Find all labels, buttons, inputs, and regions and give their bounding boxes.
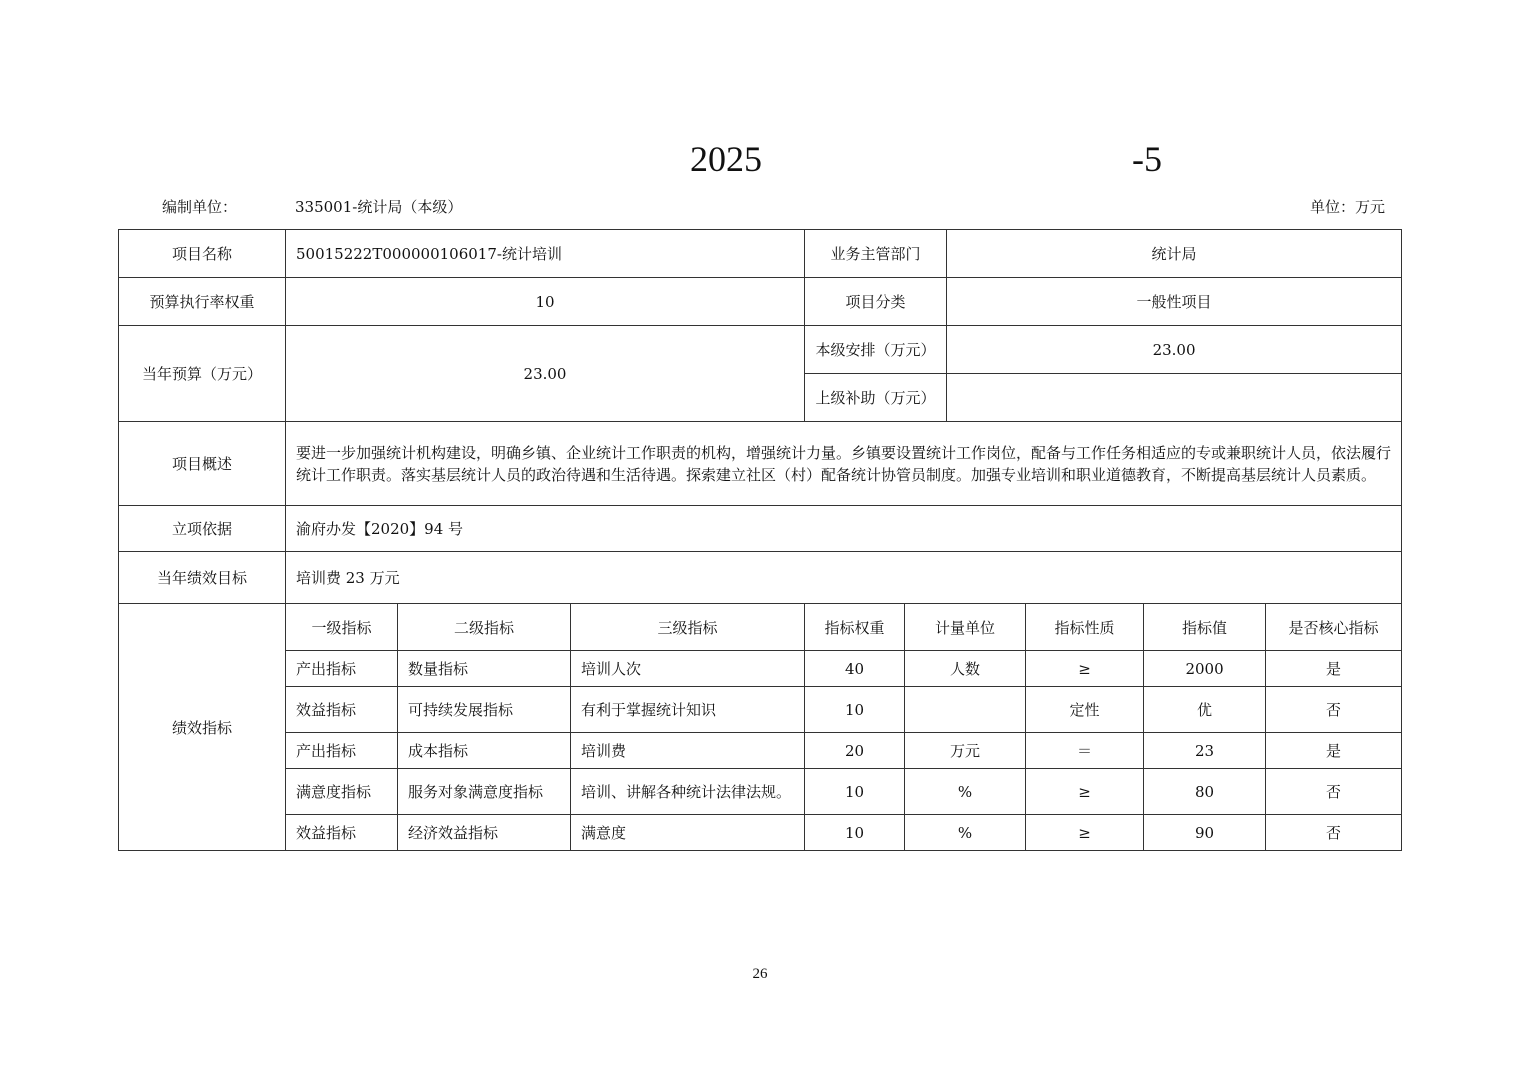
row-budget xyxy=(119,326,1402,374)
indicator-cell: 满意度 xyxy=(571,815,805,851)
indicator-cell: % xyxy=(905,769,1026,815)
indicator-header: 指标权重 xyxy=(805,604,905,651)
indicator-cell: 10 xyxy=(805,687,905,733)
row-basis xyxy=(119,506,1402,552)
indicator-cell: 培训人次 xyxy=(571,651,805,687)
indicator-header-row xyxy=(119,604,1402,651)
indicator-header: 二级指标 xyxy=(398,604,571,651)
budget-value: 23.00 xyxy=(286,326,805,422)
weight-value: 10 xyxy=(286,278,805,326)
currency-unit: 单位：万元 xyxy=(1310,198,1386,216)
weight-label: 预算执行率权重 xyxy=(119,278,286,326)
indicator-cell: 产出指标 xyxy=(286,733,398,769)
row-goal xyxy=(119,552,1402,604)
indicator-cell: 服务对象满意度指标 xyxy=(398,769,571,815)
indicator-row xyxy=(119,687,1402,733)
overview-label: 项目概述 xyxy=(119,422,286,506)
indicator-cell: 可持续发展指标 xyxy=(398,687,571,733)
indicator-header: 指标性质 xyxy=(1026,604,1144,651)
compiling-unit-label: 编制单位： xyxy=(162,198,238,216)
project-name-label: 项目名称 xyxy=(119,230,286,278)
compiling-unit-value: 335001-统计局（本级） xyxy=(295,198,463,216)
indicator-cell: 20 xyxy=(805,733,905,769)
project-name-value: 50015222T000000106017-统计培训 xyxy=(286,230,805,278)
local-label: 本级安排（万元） xyxy=(805,326,947,374)
upper-value xyxy=(947,374,1402,422)
indicator-cell: 效益指标 xyxy=(286,687,398,733)
indicator-cell: 效益指标 xyxy=(286,815,398,851)
indicator-cell: 10 xyxy=(805,815,905,851)
indicator-cell: 2000 xyxy=(1144,651,1266,687)
basis-label: 立项依据 xyxy=(119,506,286,552)
dept-label: 业务主管部门 xyxy=(805,230,947,278)
indicator-header: 指标值 xyxy=(1144,604,1266,651)
dept-value: 统计局 xyxy=(947,230,1402,278)
indicator-header: 是否核心指标 xyxy=(1266,604,1402,651)
row-project-name xyxy=(119,230,1402,278)
indicators-label: 绩效指标 xyxy=(119,604,286,851)
indicator-cell: 数量指标 xyxy=(398,651,571,687)
indicator-cell: 培训、讲解各种统计法律法规。 xyxy=(571,769,805,815)
indicator-cell: 23 xyxy=(1144,733,1266,769)
indicator-cell: 满意度指标 xyxy=(286,769,398,815)
budget-label: 当年预算（万元） xyxy=(119,326,286,422)
goal-label: 当年绩效目标 xyxy=(119,552,286,604)
indicator-cell: ≥ xyxy=(1026,769,1144,815)
page-title-year: 2025 xyxy=(690,139,762,179)
basis-value: 渝府办发【2020】94 号 xyxy=(286,506,1402,552)
category-label: 项目分类 xyxy=(805,278,947,326)
indicator-cell: 培训费 xyxy=(571,733,805,769)
indicator-cell: 万元 xyxy=(905,733,1026,769)
indicator-cell: 10 xyxy=(805,769,905,815)
indicator-cell: ≥ xyxy=(1026,651,1144,687)
indicator-cell: ＝ xyxy=(1026,733,1144,769)
indicator-cell: 是 xyxy=(1266,733,1402,769)
indicator-cell: 是 xyxy=(1266,651,1402,687)
indicator-cell: 40 xyxy=(805,651,905,687)
indicator-row xyxy=(119,815,1402,851)
indicator-header: 一级指标 xyxy=(286,604,398,651)
indicator-row xyxy=(119,733,1402,769)
indicator-cell xyxy=(905,687,1026,733)
indicator-cell: 经济效益指标 xyxy=(398,815,571,851)
indicator-cell: 定性 xyxy=(1026,687,1144,733)
indicator-row xyxy=(119,651,1402,687)
indicator-cell: 90 xyxy=(1144,815,1266,851)
indicator-cell: 成本指标 xyxy=(398,733,571,769)
local-value: 23.00 xyxy=(947,326,1402,374)
indicator-header: 三级指标 xyxy=(571,604,805,651)
indicator-cell: % xyxy=(905,815,1026,851)
indicator-cell: 有利于掌握统计知识 xyxy=(571,687,805,733)
page-title-suffix: -5 xyxy=(1132,139,1162,179)
category-value: 一般性项目 xyxy=(947,278,1402,326)
indicator-cell: 否 xyxy=(1266,687,1402,733)
overview-value: 要进一步加强统计机构建设，明确乡镇、企业统计工作职责的机构，增强统计力量。乡镇要设置统计工作岗位，配备与工作任务相适应的专或兼职统计人员，依法履行统计工作职责。落实基层统计人员的政治待遇和生活待遇。探索建立社区（村）配备统计协管员制度。加强专业培训和职业道德教育，不断提高基层统计人员素质。 xyxy=(286,422,1402,506)
indicator-cell: 产出指标 xyxy=(286,651,398,687)
indicator-cell: 优 xyxy=(1144,687,1266,733)
indicator-cell: ≥ xyxy=(1026,815,1144,851)
indicator-header: 计量单位 xyxy=(905,604,1026,651)
indicator-cell: 否 xyxy=(1266,815,1402,851)
upper-label: 上级补助（万元） xyxy=(805,374,947,422)
indicator-row xyxy=(119,769,1402,815)
indicator-cell: 人数 xyxy=(905,651,1026,687)
indicator-cell: 80 xyxy=(1144,769,1266,815)
row-overview xyxy=(119,422,1402,506)
performance-table xyxy=(118,229,1402,851)
indicator-cell: 否 xyxy=(1266,769,1402,815)
goal-value: 培训费 23 万元 xyxy=(286,552,1402,604)
row-weight xyxy=(119,278,1402,326)
page-number: 26 xyxy=(752,966,768,982)
